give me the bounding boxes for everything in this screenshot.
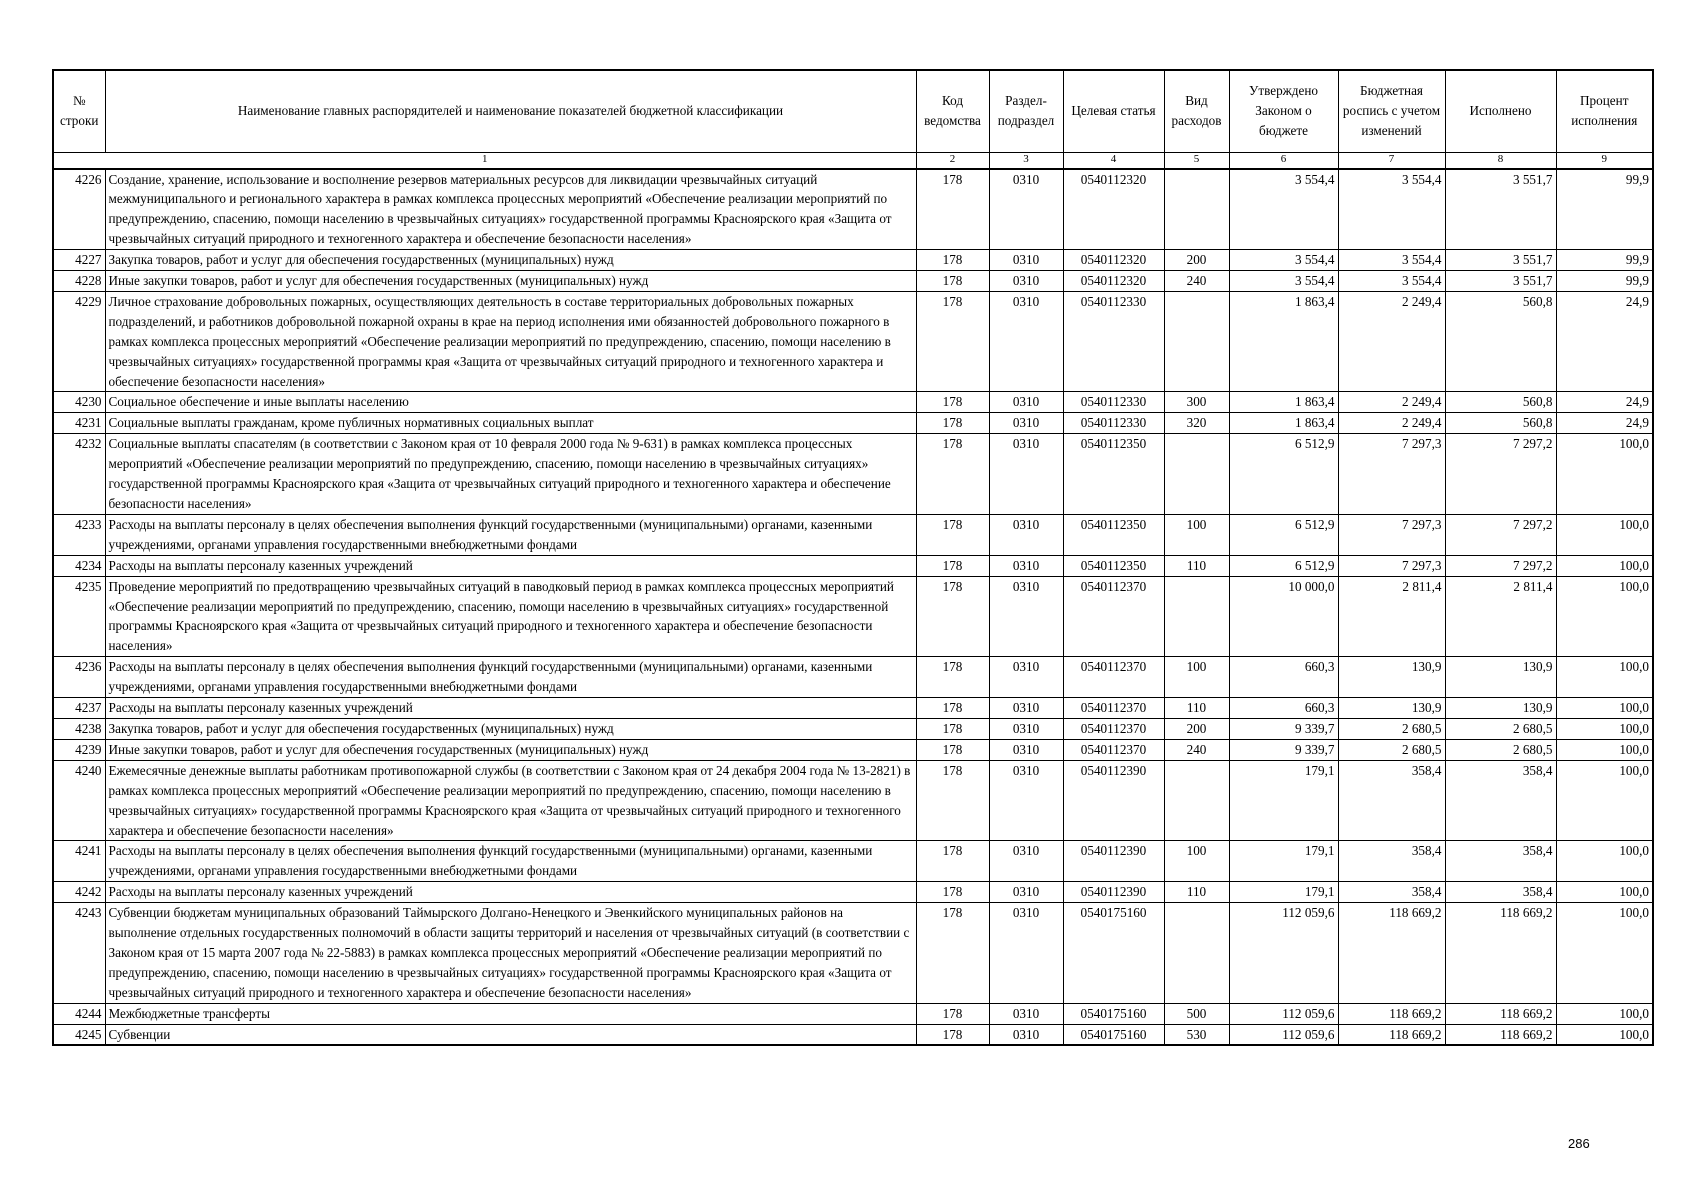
table-row (53, 903, 1653, 1004)
table-row (53, 1003, 1653, 1024)
table-row (53, 434, 1653, 515)
table-row (53, 291, 1653, 392)
row-budget-list: 3 554,4 (1338, 271, 1445, 292)
row-dept-code: 178 (916, 698, 989, 719)
row-expense-type: 200 (1164, 718, 1229, 739)
column-number: 2 (916, 152, 989, 169)
row-section: 0310 (989, 903, 1063, 1004)
row-target: 0540112370 (1063, 698, 1164, 719)
row-budget-list: 2 680,5 (1338, 739, 1445, 760)
row-number: 4235 (53, 576, 105, 657)
row-section: 0310 (989, 1024, 1063, 1045)
row-number: 4233 (53, 514, 105, 555)
header-budget-list: Бюджетная роспись с учетом изменений (1338, 70, 1445, 152)
row-percent: 100,0 (1556, 514, 1653, 555)
row-percent: 100,0 (1556, 698, 1653, 719)
row-expense-type: 100 (1164, 514, 1229, 555)
row-budget-list: 2 811,4 (1338, 576, 1445, 657)
row-target: 0540112370 (1063, 657, 1164, 698)
row-executed: 2 680,5 (1445, 718, 1556, 739)
row-expense-type: 530 (1164, 1024, 1229, 1045)
row-executed: 3 551,7 (1445, 271, 1556, 292)
row-approved: 179,1 (1229, 841, 1338, 882)
row-expense-type: 500 (1164, 1003, 1229, 1024)
column-number: 5 (1164, 152, 1229, 169)
header-name: Наименование главных распорядителей и наименование показателей бюджетной классификации (105, 70, 916, 152)
row-target: 0540112390 (1063, 760, 1164, 841)
row-approved: 112 059,6 (1229, 1003, 1338, 1024)
row-executed: 130,9 (1445, 657, 1556, 698)
row-number: 4237 (53, 698, 105, 719)
row-section: 0310 (989, 514, 1063, 555)
header-section: Раздел-подраздел (989, 70, 1063, 152)
row-dept-code: 178 (916, 718, 989, 739)
row-dept-code: 178 (916, 434, 989, 515)
table-row (53, 760, 1653, 841)
row-section: 0310 (989, 291, 1063, 392)
row-budget-list: 358,4 (1338, 841, 1445, 882)
table-row (53, 718, 1653, 739)
table-row (53, 576, 1653, 657)
row-percent: 99,9 (1556, 271, 1653, 292)
table-row (53, 657, 1653, 698)
row-dept-code: 178 (916, 250, 989, 271)
row-percent: 100,0 (1556, 739, 1653, 760)
page-number: 286 (1568, 1136, 1590, 1151)
row-executed: 118 669,2 (1445, 903, 1556, 1004)
row-executed: 560,8 (1445, 413, 1556, 434)
row-name: Расходы на выплаты персоналу казенных учреждений (105, 882, 916, 903)
row-number: 4238 (53, 718, 105, 739)
row-budget-list: 3 554,4 (1338, 169, 1445, 250)
row-expense-type: 320 (1164, 413, 1229, 434)
row-dept-code: 178 (916, 514, 989, 555)
column-number: 4 (1063, 152, 1164, 169)
column-number: 7 (1338, 152, 1445, 169)
row-dept-code: 178 (916, 555, 989, 576)
row-name: Межбюджетные трансферты (105, 1003, 916, 1024)
row-executed: 2 811,4 (1445, 576, 1556, 657)
row-name: Иные закупки товаров, работ и услуг для обеспечения государственных (муниципальных) нужд (105, 271, 916, 292)
row-executed: 118 669,2 (1445, 1003, 1556, 1024)
row-budget-list: 130,9 (1338, 698, 1445, 719)
row-budget-list: 118 669,2 (1338, 903, 1445, 1004)
row-percent: 100,0 (1556, 434, 1653, 515)
row-expense-type: 240 (1164, 739, 1229, 760)
row-expense-type (1164, 169, 1229, 250)
header-row (53, 70, 1653, 152)
row-target: 0540112370 (1063, 718, 1164, 739)
table-row (53, 392, 1653, 413)
row-target: 0540175160 (1063, 1003, 1164, 1024)
column-number-row (53, 152, 1653, 169)
row-approved: 660,3 (1229, 657, 1338, 698)
row-name: Закупка товаров, работ и услуг для обеспечения государственных (муниципальных) нужд (105, 250, 916, 271)
row-approved: 6 512,9 (1229, 555, 1338, 576)
row-section: 0310 (989, 271, 1063, 292)
row-expense-type: 200 (1164, 250, 1229, 271)
table-row (53, 1024, 1653, 1045)
row-dept-code: 178 (916, 760, 989, 841)
row-approved: 10 000,0 (1229, 576, 1338, 657)
table-row (53, 514, 1653, 555)
row-expense-type: 110 (1164, 882, 1229, 903)
row-percent: 100,0 (1556, 1024, 1653, 1045)
row-approved: 1 863,4 (1229, 413, 1338, 434)
row-number: 4242 (53, 882, 105, 903)
row-executed: 358,4 (1445, 882, 1556, 903)
row-budget-list: 358,4 (1338, 760, 1445, 841)
row-approved: 6 512,9 (1229, 434, 1338, 515)
row-approved: 9 339,7 (1229, 739, 1338, 760)
row-budget-list: 7 297,3 (1338, 555, 1445, 576)
row-budget-list: 118 669,2 (1338, 1024, 1445, 1045)
row-number: 4236 (53, 657, 105, 698)
row-name: Расходы на выплаты персоналу казенных учреждений (105, 698, 916, 719)
row-expense-type (1164, 291, 1229, 392)
row-target: 0540112350 (1063, 514, 1164, 555)
row-name: Социальное обеспечение и иные выплаты населению (105, 392, 916, 413)
column-number: 1 (53, 152, 916, 169)
row-percent: 24,9 (1556, 392, 1653, 413)
budget-table (52, 69, 1654, 1046)
row-name: Личное страхование добровольных пожарных, осуществляющих деятельность в составе территориальных добровольных пожарных подразделений, и работников добровольной пожарной охраны в крае на период исполнения ими обязанностей добровольного пожарного в рамках комплекса процессных мероприятий «Обеспечение реализации мероприятий по предупреждению, спасению, помощи населению в чрезвычайных ситуациях» государственной программы края «Защита от чрезвычайных ситуаций природного и техногенного характера и обеспечение безопасности населения» (105, 291, 916, 392)
row-number: 4227 (53, 250, 105, 271)
row-section: 0310 (989, 576, 1063, 657)
row-budget-list: 7 297,3 (1338, 434, 1445, 515)
row-dept-code: 178 (916, 1024, 989, 1045)
row-name: Создание, хранение, использование и восполнение резервов материальных ресурсов для ликвидации чрезвычайных ситуаций межмуниципального и регионального характера в рамках комплекса процессных мероприятий «Обеспечение реализации мероприятий по предупреждению, спасению, помощи населению в чрезвычайных ситуациях» государственной программы Красноярского края «Защита от чрезвычайных ситуаций природного и техногенного характера и обеспечение безопасности населения» (105, 169, 916, 250)
row-section: 0310 (989, 718, 1063, 739)
row-executed: 358,4 (1445, 841, 1556, 882)
row-approved: 179,1 (1229, 882, 1338, 903)
row-name: Расходы на выплаты персоналу в целях обеспечения выполнения функций государственными (муниципальными) органами, казенными учреждениями, органами управления государственными внебюджетными фондами (105, 514, 916, 555)
row-approved: 112 059,6 (1229, 1024, 1338, 1045)
row-approved: 179,1 (1229, 760, 1338, 841)
row-section: 0310 (989, 841, 1063, 882)
header-dept-code: Код ведомства (916, 70, 989, 152)
row-approved: 660,3 (1229, 698, 1338, 719)
row-budget-list: 358,4 (1338, 882, 1445, 903)
row-executed: 358,4 (1445, 760, 1556, 841)
row-dept-code: 178 (916, 739, 989, 760)
row-approved: 3 554,4 (1229, 169, 1338, 250)
row-name: Социальные выплаты спасателям (в соответствии с Законом края от 10 февраля 2000 года № 9-631) в рамках комплекса процессных мероприятий «Обеспечение реализации мероприятий по предупреждению, спасению, помощи населению в чрезвычайных ситуациях» государственной программы Красноярского края «Защита от чрезвычайных ситуаций природного и техногенного характера и обеспечение безопасности населения» (105, 434, 916, 515)
row-target: 0540112330 (1063, 291, 1164, 392)
row-executed: 2 680,5 (1445, 739, 1556, 760)
row-name: Проведение мероприятий по предотвращению чрезвычайных ситуаций в паводковый период в рамках комплекса процессных мероприятий «Обеспечение реализации мероприятий по предупреждению, спасению, помощи населению в чрезвычайных ситуациях» государственной программы Красноярского края «Защита от чрезвычайных ситуаций природного и техногенного характера и обеспечение безопасности населения» (105, 576, 916, 657)
row-percent: 99,9 (1556, 169, 1653, 250)
table-row (53, 250, 1653, 271)
row-budget-list: 3 554,4 (1338, 250, 1445, 271)
row-number: 4231 (53, 413, 105, 434)
row-executed: 3 551,7 (1445, 169, 1556, 250)
row-section: 0310 (989, 169, 1063, 250)
row-executed: 7 297,2 (1445, 434, 1556, 515)
row-budget-list: 130,9 (1338, 657, 1445, 698)
row-approved: 3 554,4 (1229, 271, 1338, 292)
row-dept-code: 178 (916, 841, 989, 882)
row-dept-code: 178 (916, 657, 989, 698)
row-section: 0310 (989, 434, 1063, 515)
row-percent: 24,9 (1556, 413, 1653, 434)
header-expense-type: Вид расходов (1164, 70, 1229, 152)
row-percent: 100,0 (1556, 576, 1653, 657)
row-target: 0540175160 (1063, 1024, 1164, 1045)
row-expense-type: 100 (1164, 841, 1229, 882)
row-budget-list: 118 669,2 (1338, 1003, 1445, 1024)
header-target: Целевая статья (1063, 70, 1164, 152)
row-executed: 7 297,2 (1445, 514, 1556, 555)
row-dept-code: 178 (916, 413, 989, 434)
row-name: Субвенции (105, 1024, 916, 1045)
row-number: 4245 (53, 1024, 105, 1045)
row-section: 0310 (989, 698, 1063, 719)
row-name: Субвенции бюджетам муниципальных образований Таймырского Долгано-Ненецкого и Эвенкийского муниципальных районов на выполнение отдельных государственных полномочий в области защиты территорий и населения от чрезвычайных ситуаций (в соответствии с Законом края от 15 марта 2007 года № 22-5883) в рамках комплекса процессных мероприятий «Обеспечение реализации мероприятий по предупреждению, спасению, помощи населению в чрезвычайных ситуациях» государственной программы Красноярского края «Защита от чрезвычайных ситуаций природного и техногенного характера и обеспечение безопасности населения» (105, 903, 916, 1004)
row-target: 0540112320 (1063, 169, 1164, 250)
table-row (53, 271, 1653, 292)
column-number: 3 (989, 152, 1063, 169)
row-section: 0310 (989, 250, 1063, 271)
row-target: 0540112390 (1063, 882, 1164, 903)
header-percent: Процент исполнения (1556, 70, 1653, 152)
row-executed: 3 551,7 (1445, 250, 1556, 271)
row-executed: 7 297,2 (1445, 555, 1556, 576)
row-executed: 560,8 (1445, 392, 1556, 413)
header-executed: Исполнено (1445, 70, 1556, 152)
row-target: 0540112350 (1063, 434, 1164, 515)
row-dept-code: 178 (916, 271, 989, 292)
row-percent: 100,0 (1556, 555, 1653, 576)
column-number: 6 (1229, 152, 1338, 169)
row-percent: 100,0 (1556, 657, 1653, 698)
table-row (53, 555, 1653, 576)
row-section: 0310 (989, 739, 1063, 760)
row-dept-code: 178 (916, 576, 989, 657)
row-number: 4240 (53, 760, 105, 841)
row-expense-type: 110 (1164, 555, 1229, 576)
row-name: Закупка товаров, работ и услуг для обеспечения государственных (муниципальных) нужд (105, 718, 916, 739)
row-budget-list: 2 249,4 (1338, 392, 1445, 413)
row-name: Ежемесячные денежные выплаты работникам противопожарной службы (в соответствии с Законом края от 24 декабря 2004 года № 13-2821) в рамках комплекса процессных мероприятий «Обеспечение реализации мероприятий по предупреждению, спасению, помощи населению в чрезвычайных ситуациях» государственной программы Красноярского края «Защита от чрезвычайных ситуаций природного и техногенного характера и обеспечение безопасности населения» (105, 760, 916, 841)
row-section: 0310 (989, 1003, 1063, 1024)
row-dept-code: 178 (916, 882, 989, 903)
row-executed: 130,9 (1445, 698, 1556, 719)
row-number: 4244 (53, 1003, 105, 1024)
row-dept-code: 178 (916, 169, 989, 250)
row-percent: 100,0 (1556, 882, 1653, 903)
row-number: 4241 (53, 841, 105, 882)
row-number: 4243 (53, 903, 105, 1004)
row-number: 4234 (53, 555, 105, 576)
row-section: 0310 (989, 657, 1063, 698)
row-dept-code: 178 (916, 903, 989, 1004)
row-percent: 100,0 (1556, 760, 1653, 841)
row-expense-type (1164, 760, 1229, 841)
row-name: Расходы на выплаты персоналу в целях обеспечения выполнения функций государственными (муниципальными) органами, казенными учреждениями, органами управления государственными внебюджетными фондами (105, 841, 916, 882)
header-row-no: № строки (53, 70, 105, 152)
row-approved: 1 863,4 (1229, 392, 1338, 413)
row-dept-code: 178 (916, 1003, 989, 1024)
header-approved: Утверждено Законом о бюджете (1229, 70, 1338, 152)
row-section: 0310 (989, 882, 1063, 903)
table-row (53, 413, 1653, 434)
row-executed: 560,8 (1445, 291, 1556, 392)
row-section: 0310 (989, 760, 1063, 841)
row-budget-list: 2 680,5 (1338, 718, 1445, 739)
table-row (53, 739, 1653, 760)
table-row (53, 698, 1653, 719)
row-percent: 100,0 (1556, 718, 1653, 739)
row-name: Социальные выплаты гражданам, кроме публичных нормативных социальных выплат (105, 413, 916, 434)
table-row (53, 169, 1653, 250)
row-dept-code: 178 (916, 392, 989, 413)
table-row (53, 841, 1653, 882)
row-number: 4230 (53, 392, 105, 413)
row-number: 4228 (53, 271, 105, 292)
row-section: 0310 (989, 555, 1063, 576)
row-target: 0540112390 (1063, 841, 1164, 882)
row-target: 0540112370 (1063, 576, 1164, 657)
row-expense-type: 100 (1164, 657, 1229, 698)
row-target: 0540112330 (1063, 392, 1164, 413)
row-percent: 100,0 (1556, 903, 1653, 1004)
row-expense-type (1164, 576, 1229, 657)
row-number: 4239 (53, 739, 105, 760)
row-approved: 6 512,9 (1229, 514, 1338, 555)
row-approved: 9 339,7 (1229, 718, 1338, 739)
row-approved: 112 059,6 (1229, 903, 1338, 1004)
row-name: Расходы на выплаты персоналу в целях обеспечения выполнения функций государственными (муниципальными) органами, казенными учреждениями, органами управления государственными внебюджетными фондами (105, 657, 916, 698)
row-target: 0540175160 (1063, 903, 1164, 1004)
row-expense-type: 110 (1164, 698, 1229, 719)
row-target: 0540112320 (1063, 271, 1164, 292)
row-percent: 24,9 (1556, 291, 1653, 392)
row-budget-list: 2 249,4 (1338, 291, 1445, 392)
row-number: 4229 (53, 291, 105, 392)
row-target: 0540112320 (1063, 250, 1164, 271)
row-budget-list: 2 249,4 (1338, 413, 1445, 434)
row-target: 0540112370 (1063, 739, 1164, 760)
row-budget-list: 7 297,3 (1338, 514, 1445, 555)
row-expense-type: 240 (1164, 271, 1229, 292)
row-number: 4226 (53, 169, 105, 250)
row-target: 0540112330 (1063, 413, 1164, 434)
row-executed: 118 669,2 (1445, 1024, 1556, 1045)
table-row (53, 882, 1653, 903)
row-percent: 100,0 (1556, 1003, 1653, 1024)
row-percent: 100,0 (1556, 841, 1653, 882)
row-dept-code: 178 (916, 291, 989, 392)
column-number: 9 (1556, 152, 1653, 169)
row-section: 0310 (989, 413, 1063, 434)
row-target: 0540112350 (1063, 555, 1164, 576)
column-number: 8 (1445, 152, 1556, 169)
row-expense-type (1164, 434, 1229, 515)
row-expense-type (1164, 903, 1229, 1004)
row-percent: 99,9 (1556, 250, 1653, 271)
row-approved: 3 554,4 (1229, 250, 1338, 271)
row-name: Иные закупки товаров, работ и услуг для обеспечения государственных (муниципальных) нужд (105, 739, 916, 760)
row-section: 0310 (989, 392, 1063, 413)
row-expense-type: 300 (1164, 392, 1229, 413)
row-approved: 1 863,4 (1229, 291, 1338, 392)
row-name: Расходы на выплаты персоналу казенных учреждений (105, 555, 916, 576)
row-number: 4232 (53, 434, 105, 515)
